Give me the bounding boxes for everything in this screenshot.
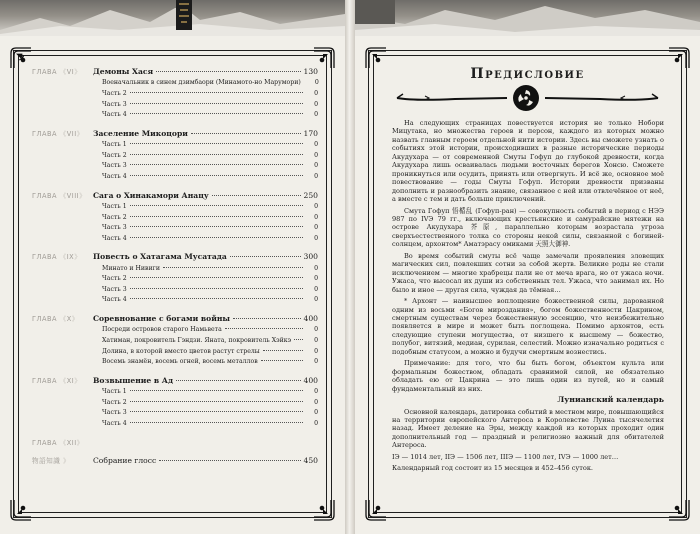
subsection-page-number: 0 — [314, 234, 318, 242]
subsection-title: Часть 1 — [102, 388, 127, 396]
subsection-page-number: 0 — [314, 172, 318, 180]
dot-leader — [212, 195, 301, 196]
paragraph: На следующих страницах повествуется история не только Нобори Мицутака, но множества героев и персон, каждого из которых можно назвать главным героем отдельной нити истории. Здесь вы сможете узнать о событиях этой истории, происходивших в разные исторические периоды Акудухара — от современной Смуты Гофуп до глубокой древности, когда Акудухара лишь осваивалась людьми восточных берегов Хонсю. Сможете проникнуться или осудить, принять или отвергнуть. И всё же, основное моё повествование — годы Смуты Гофуп. Истории древности призваны дополнить и разнообразить знание, связанное с ней или отвлечённое от неё, а вместе с тем и дать больше приключений. — [392, 119, 664, 204]
toc-chapter-row[interactable] — [32, 251, 318, 264]
toc-subsection-row[interactable] — [32, 162, 318, 173]
chapter-label-prefix: ГЛАВА — [32, 191, 58, 200]
subsection-title: Часть 3 — [102, 224, 127, 232]
chapter-title: Возвышение в Ад — [93, 375, 174, 385]
dot-leader — [159, 460, 300, 461]
dot-leader — [130, 237, 303, 238]
dot-leader — [191, 133, 301, 134]
chapter-label: ГЛАВА 《XI》 — [32, 376, 82, 385]
subsection-page-number: 0 — [314, 224, 318, 232]
subsection-page-number: 0 — [314, 398, 318, 406]
chapter-label-prefix: ГЛАВА — [32, 129, 58, 138]
dot-leader — [225, 328, 303, 329]
subsection-page-number: 0 — [314, 89, 318, 97]
chapter-label: ГЛАВА 《VIII》 — [32, 191, 87, 200]
toc-subsection-row[interactable] — [32, 420, 318, 431]
paragraph: IЭ — 1014 лет, IIЭ — 1506 лет, IIIЭ — 1100 лет, IVЭ — 1000 лет… — [392, 452, 619, 461]
dot-leader — [130, 103, 303, 104]
chapter-label-prefix: ГЛАВА — [32, 376, 58, 385]
dot-leader — [130, 154, 303, 155]
chapter-numeral: X — [66, 315, 72, 324]
chapter-numeral: IX — [66, 253, 75, 262]
top-illustration-right — [355, 0, 700, 36]
subsection-page-number: 0 — [314, 275, 318, 283]
subsection-page-number: 0 — [314, 111, 318, 119]
subsection-title: Часть 2 — [102, 275, 127, 283]
section-heading: Лунианский календарь — [557, 395, 664, 405]
chapter-title: Соревнование с богами войны — [93, 314, 230, 324]
corner-ornament-icon — [311, 497, 337, 523]
chapter-label: 物語知識 》 — [32, 456, 71, 465]
toc-subsection-row[interactable] — [32, 101, 318, 112]
chapter-numeral: VI — [66, 68, 75, 76]
toc-subsection-row[interactable] — [32, 388, 318, 399]
subsection-title: Часть 4 — [102, 111, 127, 119]
dot-leader — [130, 113, 303, 114]
toc-subsection-row[interactable] — [32, 224, 318, 235]
toc-subsection-row[interactable] — [32, 348, 318, 359]
corner-ornament-icon — [363, 497, 389, 523]
chapter-label-prefix: ГЛАВА — [32, 253, 58, 262]
dot-leader — [230, 256, 301, 257]
dot-leader — [130, 164, 303, 165]
dot-leader — [130, 143, 303, 144]
dot-leader — [130, 216, 303, 217]
subsection-title: Минато и Нивиги — [102, 264, 160, 272]
dot-leader — [261, 360, 303, 361]
paragraph: Во время событий смуты всё чаще замечали проявления зловещих магических сил, повлекших сотни за собой жертв. Великие роды не стали исключением — многие храбрецы пали не от меча врага, но от ужаса ночи. Ужаса, что высосал их души из собственных тел. Ужаса, что занимал их. Но было и иное — другая сила, чуждая да тёмная… — [392, 251, 664, 294]
right-page — [355, 0, 700, 534]
subsection-title: Посреди островов старого Намьвета — [102, 326, 222, 334]
toc-subsection-row[interactable] — [32, 326, 318, 337]
page-title: Предисловие — [470, 66, 585, 82]
subsection-title: Восемь знамён, восемь огней, восемь металлов — [102, 358, 258, 366]
dot-leader — [156, 71, 300, 72]
chapter-title: Повесть о Хатагама Мусатада — [93, 252, 227, 262]
toc-chapter-row[interactable] — [32, 190, 318, 203]
toc-subsection-row[interactable] — [32, 214, 318, 225]
toc-chapter-row[interactable] — [32, 455, 318, 468]
paragraph: Смута Гофуп 悟楯乱 (Гофуп-ран) — совокупность событий в период с НЭЭ 987 по IVЭ 79 гг., включающих крестьянские и самурайские мятежи на острове Акудухара 芥原, параллельно которым возрастала угроза сверхъестественного толка со стороны некой силы, связанной с богиней-солнцем, архонтом* Аматэрасу омиками 天照大御神. — [392, 206, 664, 249]
chapter-page-number: 450 — [303, 455, 318, 465]
toc-subsection-row[interactable] — [32, 141, 318, 152]
subsection-page-number: 0 — [314, 162, 318, 170]
chapter-page-number: 400 — [303, 314, 318, 324]
chapter-page-number: 130 — [303, 67, 318, 76]
subsection-page-number: 0 — [314, 285, 318, 293]
chapter-label: ГЛАВА 《VI》 — [32, 68, 82, 76]
subsection-title: Часть 2 — [102, 213, 127, 221]
chapter-title: Собрание глосс — [93, 455, 157, 465]
dot-leader — [130, 288, 303, 289]
subsection-page-number: 0 — [314, 79, 319, 87]
corner-ornament-icon — [666, 497, 692, 523]
subsection-title: Часть 2 — [102, 89, 127, 97]
chapter-page-number: 170 — [303, 128, 318, 138]
chapter-page-number: 300 — [303, 252, 318, 262]
toc-subsection-row[interactable] — [32, 409, 318, 420]
subsection-page-number: 0 — [314, 151, 318, 159]
subsection-title: Военачальник в синем дзимбаори (Минамото-но Марумори) — [102, 79, 301, 87]
chapter-label-prefix: ГЛАВА — [32, 68, 58, 76]
toc-subsection-row[interactable] — [32, 358, 318, 369]
subsection-title: Часть 3 — [102, 409, 127, 417]
dot-leader — [176, 380, 300, 381]
left-page — [0, 0, 345, 534]
preface-heading — [355, 66, 700, 82]
subsection-title: Часть 4 — [102, 296, 127, 304]
toc-subsection-row[interactable] — [32, 399, 318, 410]
subsection-page-number: 0 — [314, 420, 318, 427]
top-illustration-left — [0, 0, 345, 36]
toc-subsection-row[interactable] — [32, 235, 318, 246]
chapter-label: ГЛАВА 《IX》 — [32, 253, 82, 262]
chapter-label-prefix: ГЛАВА — [32, 315, 58, 324]
chapter-numeral: VII — [66, 129, 77, 138]
chapter-label-prefix: 物語知識 — [32, 456, 61, 465]
toc-subsection-row[interactable] — [32, 79, 318, 90]
subsection-title: Долина, в которой вместо цветов растут стрелы — [102, 347, 260, 355]
toc-subsection-row[interactable] — [32, 111, 318, 122]
chapter-label-prefix: ГЛАВА — [32, 438, 58, 447]
dot-leader — [130, 277, 303, 278]
chapter-label: ГЛАВА 《VII》 — [32, 129, 84, 138]
toc-subsection-row[interactable] — [32, 265, 318, 276]
chapter-label: ГЛАВА 《X》 — [32, 315, 79, 324]
toc-subsection-row[interactable] — [32, 90, 318, 101]
toc-subsection-row[interactable] — [32, 152, 318, 163]
chapter-title: Заселение Микоцори — [93, 128, 188, 138]
dot-leader — [130, 298, 303, 299]
toc-subsection-row[interactable] — [32, 173, 318, 184]
toc-chapter-row[interactable] — [32, 66, 318, 79]
preface-body — [392, 119, 664, 476]
dot-leader — [233, 318, 301, 319]
mitsudomoe-icon — [513, 85, 539, 111]
chapter-numeral: XII — [66, 438, 77, 447]
corner-ornament-icon — [8, 497, 34, 523]
chapter-numeral: VIII — [66, 191, 80, 200]
subsection-page-number: 0 — [314, 337, 318, 345]
subsection-page-number: 0 — [314, 358, 318, 366]
dot-leader — [130, 390, 303, 391]
dot-leader — [130, 175, 303, 176]
toc-subsection-row[interactable] — [32, 286, 318, 297]
dot-leader — [130, 205, 303, 206]
note-paragraph: Примечание: для того, что бы быть богом, объектом культа или формальным божеством, обладать сравнимой силой, не обязательно обладать ею от Цакрина — это лишь один из путей, но и самый фундаментальный из них. — [392, 359, 664, 393]
dot-leader — [130, 411, 303, 412]
book-gutter — [345, 0, 355, 534]
subsection-page-number: 0 — [314, 141, 318, 149]
dot-leader — [163, 267, 303, 268]
subsection-title: Часть 4 — [102, 234, 127, 242]
dot-leader — [130, 92, 303, 93]
chapter-title: Демоны Хася — [93, 67, 154, 76]
toc-chapter-row[interactable] — [32, 128, 318, 141]
subsection-page-number: 0 — [314, 100, 318, 108]
toc-subsection-row[interactable] — [32, 203, 318, 214]
chapter-page-number: 250 — [303, 190, 318, 200]
subsection-title: Часть 2 — [102, 398, 127, 406]
toc-chapter-row[interactable] — [32, 375, 318, 388]
subsection-page-number: 0 — [314, 213, 318, 221]
toc-subsection-row[interactable] — [32, 337, 318, 348]
subsection-title: Часть 1 — [102, 202, 127, 210]
subsection-page-number: 0 — [314, 326, 318, 334]
corner-ornament-icon — [8, 45, 34, 71]
subsection-title: Часть 4 — [102, 420, 127, 427]
subsection-page-number: 0 — [314, 388, 318, 396]
subsection-title: Часть 3 — [102, 285, 127, 293]
subsection-page-number: 0 — [314, 409, 318, 417]
subsection-page-number: 0 — [314, 347, 318, 355]
subsection-title: Часть 1 — [102, 141, 127, 149]
toc-chapter-row[interactable] — [32, 437, 318, 450]
toc-subsection-row[interactable] — [32, 275, 318, 286]
chapter-title: Сага о Хинакамори Анацу — [93, 190, 209, 200]
subsection-title: Часть 3 — [102, 100, 127, 108]
subsection-title: Хатиман, покровитель Гэндзи. Яната, покровитель Хэйкэ — [102, 337, 292, 345]
subsection-page-number: 0 — [314, 202, 318, 210]
title-divider — [395, 84, 660, 112]
subsection-title: Часть 2 — [102, 151, 127, 159]
subsection-title: Часть 3 — [102, 162, 127, 170]
dot-leader — [130, 401, 303, 402]
dot-leader — [130, 422, 303, 423]
chapter-page-number: 400 — [303, 375, 318, 385]
chapter-numeral: XI — [66, 376, 75, 385]
paragraph: Календарный год состоит из 15 месяцев и 452–456 суток. — [392, 464, 593, 473]
footnote-paragraph: * Архонт — наивысшее воплощение божественной силы, дарованной одним из восьми «Богов мироздания», богом божественности Цакрином, смертным существам через божественную эссенцию, что неизбежительно появляется в мире и может быть поглощена. Помимо архонтов, есть следующие ступени могущества, от низшего к высшему — божество, полубог, витязий, медиан, сурилан, селестий. Можно изначально родиться с подобным статусом, а можно и будучи смертным вознестись. — [392, 297, 664, 356]
paragraph: Основной календарь, датировка событий в местном мире, повышающийся на территории европейского Антероса в Королевстве Луина тысячелетия назад. Имеет деление на Эры, между каждой из которых проходит один дополнительный год — праздный и религиозно важный для обитателей Антероса. — [392, 407, 664, 450]
chapter-label: ГЛАВА 《XII》 — [32, 438, 84, 447]
toc-chapter-row[interactable] — [32, 313, 318, 326]
toc-subsection-row[interactable] — [32, 296, 318, 307]
subsection-page-number: 0 — [314, 296, 318, 304]
table-of-contents — [32, 66, 318, 468]
dot-leader — [130, 226, 303, 227]
dot-leader — [294, 339, 303, 340]
subsection-page-number: 0 — [314, 264, 318, 272]
subsection-title: Часть 4 — [102, 172, 127, 180]
dot-leader — [263, 350, 303, 351]
